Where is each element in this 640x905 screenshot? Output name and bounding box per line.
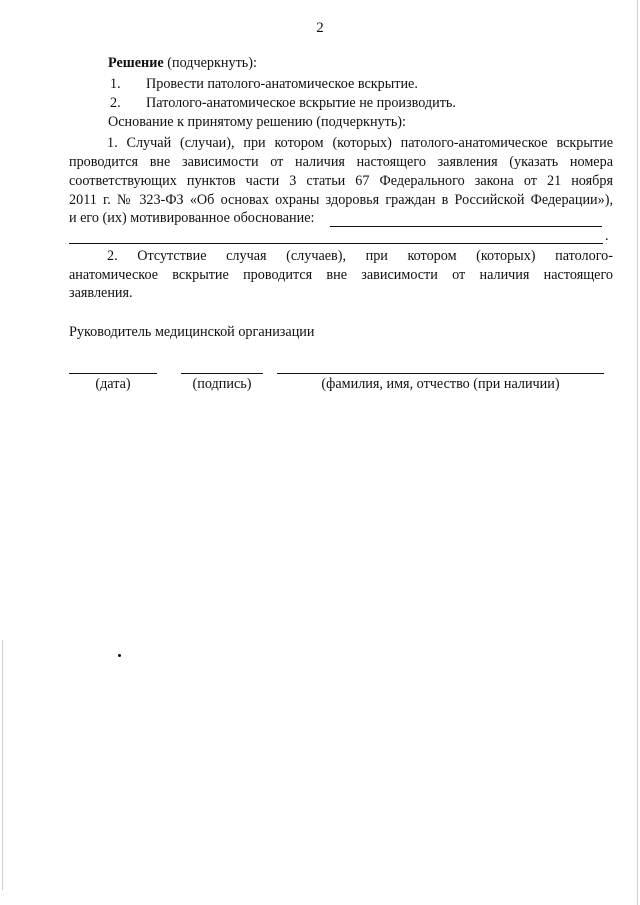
basis-item-1 — [69, 134, 613, 210]
basis-item-1-line-2: проводится вне зависимости от наличия настоящего заявления (указать номера — [69, 154, 613, 170]
basis-item-1-last-line: и его (их) мотивированное обоснование: — [69, 210, 315, 226]
motivation-fill-line-1 — [330, 226, 602, 227]
basis-intro: Основание к принятому решению (подчеркнуть): — [108, 114, 406, 130]
decision-heading-bold: Решение — [108, 55, 164, 71]
decision-heading — [108, 55, 257, 72]
head-label: Руководитель медицинской организации — [69, 324, 315, 340]
scan-edge-right — [637, 0, 638, 905]
name-line — [277, 373, 604, 374]
basis-item-2-last-line: заявления. — [69, 285, 133, 301]
basis-item-1-line-3: соответствующих пунктов части 3 статьи 67 Федерального закона от 21 ноября — [69, 173, 613, 189]
date-caption: (дата) — [95, 376, 131, 392]
name-caption: (фамилия, имя, отчество (при наличии) — [321, 376, 560, 392]
stray-dot-mark — [118, 654, 121, 657]
decision-option-1-text: Провести патолого-анатомическое вскрытие. — [146, 76, 418, 92]
basis-item-1-line-4: 2011 г. № 323-ФЗ «Об основах охраны здоровья граждан в Российской Федерации»), — [69, 192, 613, 208]
basis-item-2-line-2: анатомическое вскрытие проводится вне зависимости от наличия настоящего — [69, 267, 613, 283]
decision-option-2-text: Патолого-анатомическое вскрытие не производить. — [146, 95, 456, 111]
decision-option-2-number: 2. — [110, 95, 121, 111]
basis-item-2 — [69, 247, 613, 285]
basis-item-1-line-1: 1. Случай (случаи), при котором (которых) патолого-анатомическое вскрытие — [107, 135, 613, 151]
date-line — [69, 373, 157, 374]
motivation-fill-line-2 — [69, 243, 603, 244]
basis-item-2-line-1: 2. Отсутствие случая (случаев), при котором (которых) патолого- — [107, 248, 613, 264]
signature-caption: (подпись) — [192, 376, 252, 392]
page-number: 2 — [316, 20, 324, 36]
decision-option-1-number: 1. — [110, 76, 121, 92]
scan-edge-left — [2, 640, 3, 890]
decision-heading-suffix: (подчеркнуть): — [163, 55, 257, 71]
signature-line — [181, 373, 263, 374]
motivation-line-end: . — [605, 228, 609, 244]
